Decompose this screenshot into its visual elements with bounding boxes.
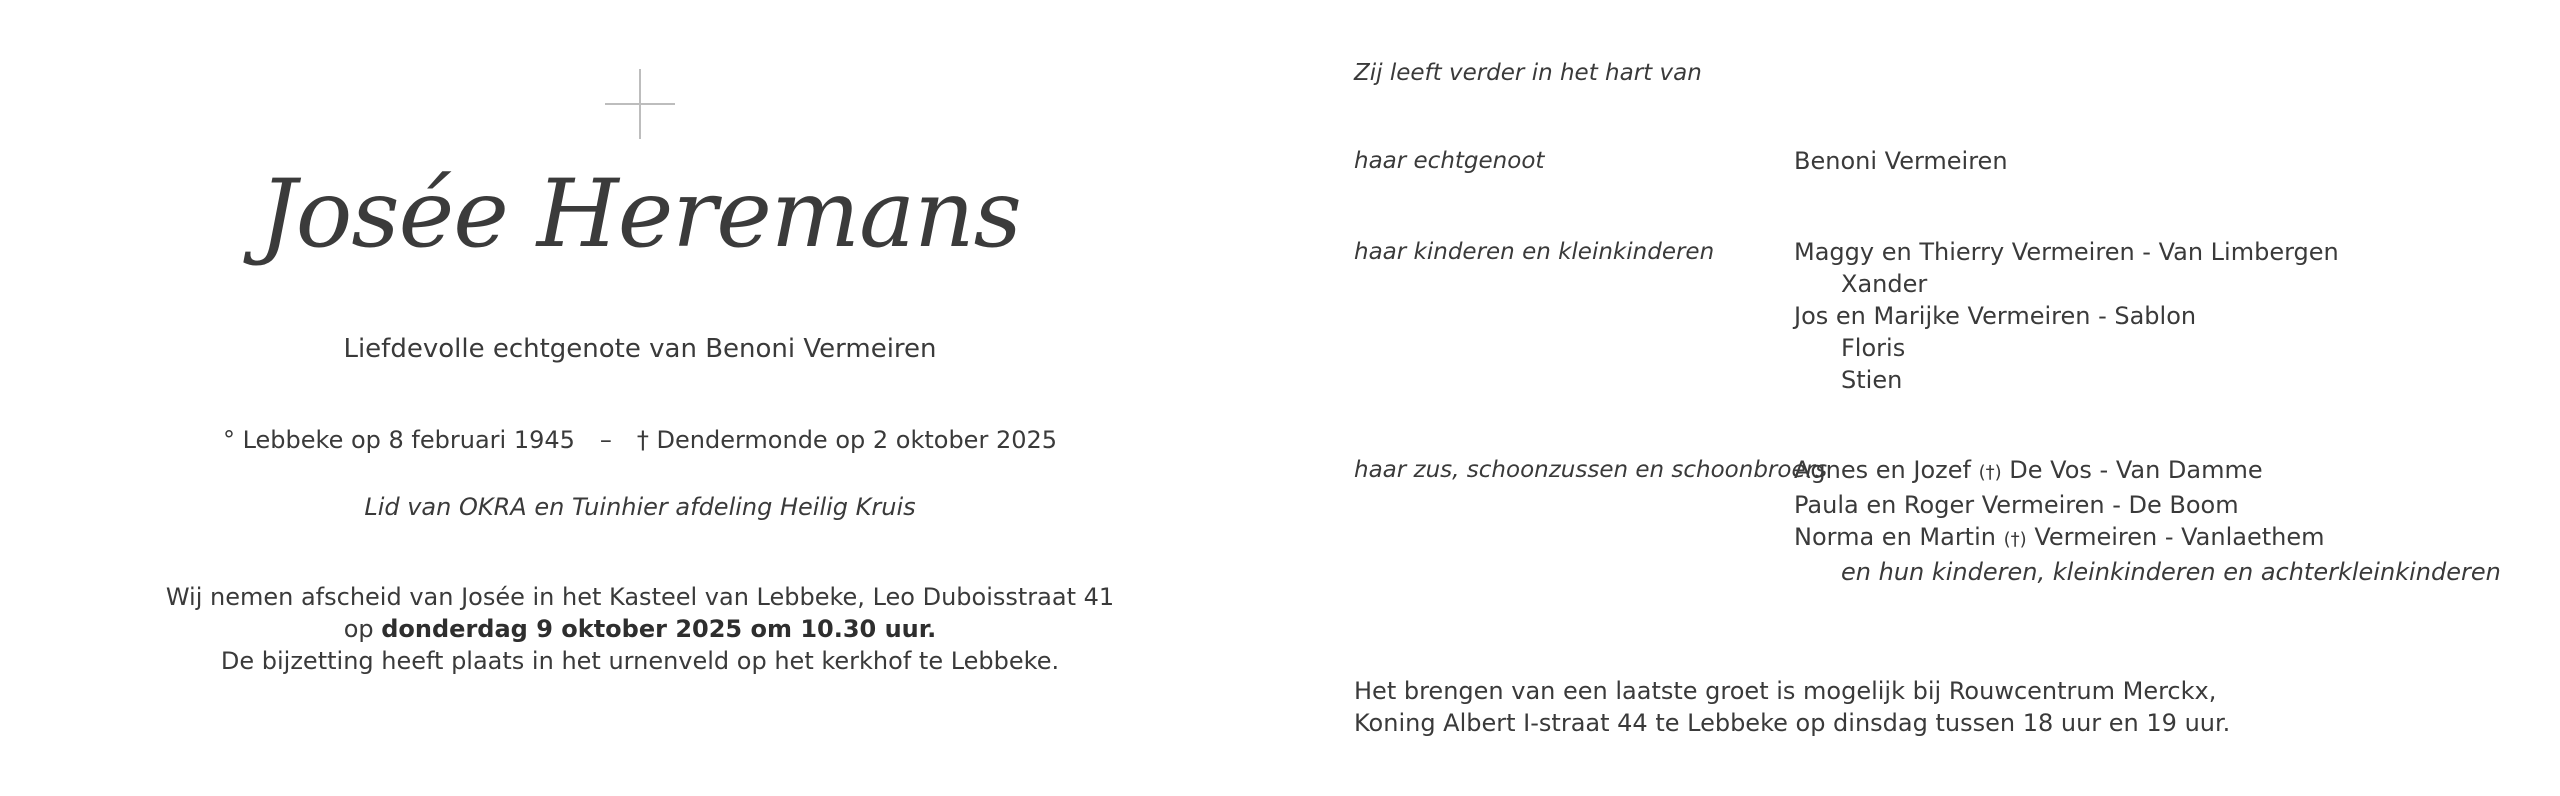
list-item [1794, 454, 2501, 489]
intro-line: Zij leeft verder in het hart van [1354, 60, 1702, 86]
life-dates [0, 424, 1280, 456]
farewell-line-3: De bijzetting heeft plaats in het urnenveld op het kerkhof te Lebbeke. [220, 647, 1060, 675]
sibling-surnames: De Vos - Van Damme [2009, 456, 2263, 484]
spouse-name: Benoni Vermeiren [1794, 147, 2008, 175]
children-label: haar kinderen en kleinkinderen [1354, 239, 1715, 265]
deceased-name: Josée Heremans [259, 160, 1021, 269]
list-item: Xander [1841, 270, 1928, 298]
membership-line: Lid van OKRA en Tuinhier afdeling Heilig Kruis [364, 493, 916, 521]
sibling-names: Agnes en Jozef [1794, 456, 1971, 484]
deceased-marker: (†) [1978, 462, 2002, 483]
list-item: Maggy en Thierry Vermeiren - Van Limbergen [1794, 238, 2339, 266]
farewell-line-2 [0, 613, 1280, 645]
list-item: Paula en Roger Vermeiren - De Boom [1794, 491, 2239, 519]
spouse-subtitle: Liefdevolle echtgenote van Benoni Vermeiren [343, 334, 937, 364]
children-list [1794, 236, 2339, 396]
visitation-line-1: Het brengen van een laatste groet is mogelijk bij Rouwcentrum Merckx, [1354, 677, 2217, 705]
spouse-label: haar echtgenoot [1354, 148, 1545, 174]
visitation-notice [1354, 675, 2230, 739]
farewell-prefix: op [343, 615, 382, 643]
sibling-names: Norma en Martin [1794, 523, 1996, 551]
list-item: Floris [1841, 334, 1906, 362]
siblings-label: haar zus, schoonzussen en schoonbroers [1354, 457, 1828, 483]
deceased-marker: (†) [2003, 529, 2027, 550]
list-item: Stien [1841, 366, 1903, 394]
farewell-line-1: Wij nemen afscheid van Josée in het Kasteel van Lebbeke, Leo Duboisstraat 41 [165, 583, 1115, 611]
visitation-line-2: Koning Albert I-straat 44 te Lebbeke op dinsdag tussen 18 uur en 19 uur. [1354, 709, 2231, 737]
birth-date: ° Lebbeke op 8 februari 1945 [222, 426, 575, 454]
cross-icon [605, 69, 675, 139]
siblings-list [1794, 454, 2501, 588]
date-separator: – [599, 426, 612, 454]
farewell-datetime: donderdag 9 oktober 2025 om 10.30 uur. [381, 615, 937, 643]
descendants-line: en hun kinderen, kleinkinderen en achterkleinkinderen [1841, 558, 2501, 586]
list-item: Jos en Marijke Vermeiren - Sablon [1794, 302, 2197, 330]
cross-horizontal-bar [605, 103, 675, 105]
farewell-paragraph [0, 581, 1280, 677]
list-item [1794, 521, 2501, 556]
sibling-surnames: Vermeiren - Vanlaethem [2034, 523, 2325, 551]
death-date: † Dendermonde op 2 oktober 2025 [636, 426, 1058, 454]
